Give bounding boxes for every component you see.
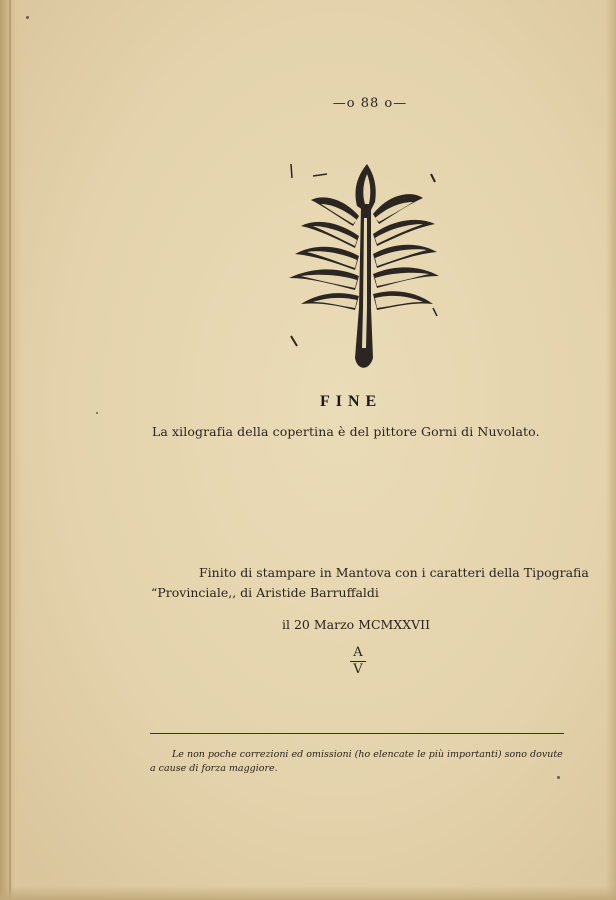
- paper-speck: [26, 16, 29, 19]
- page-right-edge: [606, 0, 616, 900]
- monogram: [348, 645, 368, 677]
- monogram-top-letter: A: [353, 645, 363, 660]
- binding-line: [9, 0, 11, 900]
- print-date: il 20 Marzo MCMXXVII: [282, 617, 431, 632]
- monogram-bottom-letter: V: [353, 662, 363, 677]
- footnote-rule: [150, 733, 564, 734]
- page-number: —o 88 o—: [332, 96, 408, 111]
- paper-speck: [557, 776, 560, 779]
- colophon-line-1: Finito di stampare in Mantova con i caratteri della Tipografia: [199, 565, 589, 580]
- end-heading: FINE: [320, 393, 383, 410]
- errata-note: Le non poche correzioni ed omissioni (ho elencate le più importanti) sono dovute a cause di forza maggiore.: [150, 749, 563, 774]
- paper-speck: [96, 412, 98, 414]
- woodcut-credit: La xilografia della copertina è del pittore Gorni di Nuvolato.: [152, 424, 540, 439]
- colophon-line-2: “Provinciale,, di Aristide Barruffaldi: [151, 585, 379, 600]
- page-bottom-edge: [0, 886, 616, 900]
- woodcut-leaf-icon: [283, 158, 441, 378]
- binding-edge: [0, 0, 22, 900]
